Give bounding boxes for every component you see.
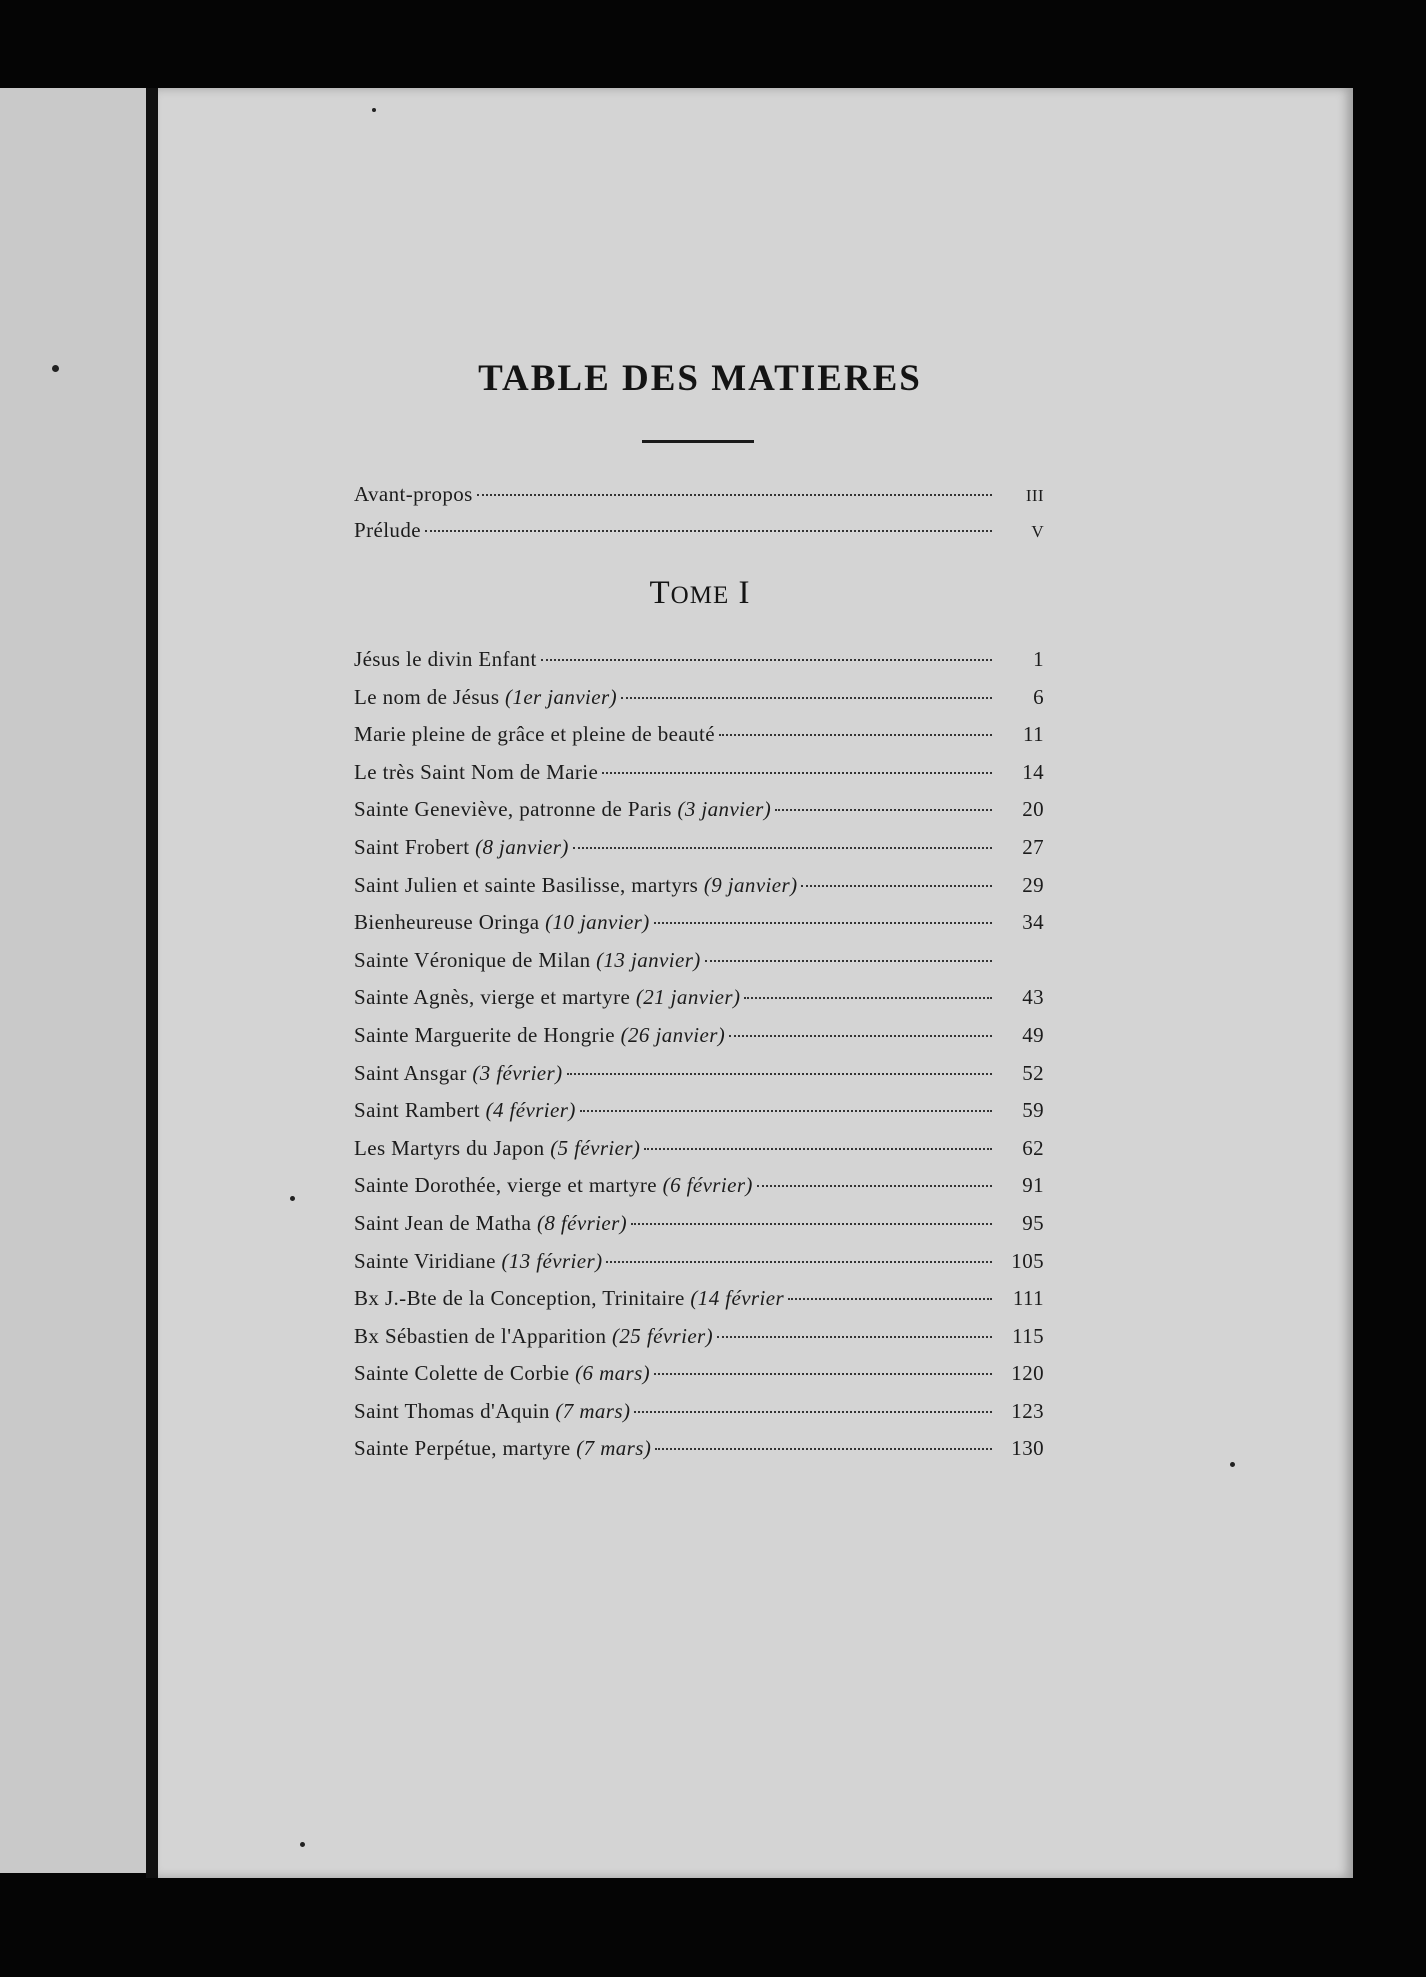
- entry-label: [354, 760, 598, 785]
- entry-page-number: 11: [1022, 722, 1044, 747]
- speck: [372, 108, 376, 112]
- toc-entry: [354, 985, 1044, 1023]
- entry-page-number: 105: [1011, 1248, 1044, 1273]
- entry-feast-date: (7 mars): [555, 1398, 631, 1423]
- dot-leader: [775, 809, 992, 811]
- toc-entry: [354, 1023, 1044, 1061]
- tome-heading-number: I: [738, 575, 751, 611]
- tome-heading-rest: OME: [670, 582, 730, 609]
- entry-page-number: 52: [1022, 1060, 1044, 1085]
- entry-feast-date: (10 janvier): [545, 910, 650, 935]
- dot-leader: [705, 960, 992, 962]
- dot-leader: [788, 1298, 992, 1300]
- entry-page-number: 111: [1012, 1286, 1044, 1311]
- tome-heading: [560, 575, 840, 612]
- dot-leader: [425, 530, 992, 532]
- toc-entry-prelude: [354, 518, 1044, 554]
- toc-entry-avant-propos: [354, 482, 1044, 518]
- entry-page-number: 6: [1033, 684, 1044, 709]
- dot-leader: [719, 734, 992, 736]
- dot-leader: [606, 1261, 992, 1263]
- entry-feast-date: (8 janvier): [475, 834, 569, 859]
- toc-entry: [354, 948, 1044, 986]
- entry-title: Sainte Véronique de Milan: [354, 947, 597, 972]
- entry-title: Jésus le divin Enfant: [354, 647, 537, 671]
- toc-entry: [354, 760, 1044, 798]
- entry-label: [354, 1436, 651, 1461]
- toc-entry: [354, 1249, 1044, 1287]
- dot-leader: [801, 885, 992, 887]
- entry-page-number: 91: [1022, 1173, 1044, 1198]
- entry-label: [354, 1098, 576, 1123]
- dot-leader: [631, 1223, 992, 1225]
- toc-entry: [354, 1211, 1044, 1249]
- toc-entry: [354, 1399, 1044, 1437]
- dot-leader: [717, 1336, 992, 1338]
- entry-page-number: 1: [1033, 647, 1044, 671]
- entry-page-number: III: [1025, 486, 1044, 505]
- entry-label: [354, 1023, 725, 1048]
- entry-label: [354, 1211, 627, 1236]
- entry-title: Saint Thomas d'Aquin: [354, 1398, 556, 1423]
- entry-feast-date: (25 février): [612, 1323, 714, 1348]
- entry-label: [354, 1399, 630, 1424]
- entry-feast-date: (3 janvier): [677, 797, 772, 822]
- toc-entry: [354, 1061, 1044, 1099]
- entry-feast-date: (7 mars): [576, 1436, 652, 1461]
- entry-page-number: 34: [1022, 910, 1044, 935]
- dot-leader: [654, 1373, 992, 1375]
- dot-leader: [602, 772, 992, 774]
- entry-label: [354, 685, 617, 710]
- entry-title: Marie pleine de grâce et pleine de beauté: [354, 722, 715, 747]
- entry-label: [354, 835, 569, 860]
- entry-label: [354, 1324, 713, 1349]
- entry-title: Saint Jean de Matha: [354, 1210, 537, 1235]
- entry-page-number: V: [1031, 522, 1044, 541]
- entry-label: [354, 910, 650, 935]
- entry-feast-date: (1er janvier): [505, 684, 617, 709]
- toc-entry: [354, 1324, 1044, 1362]
- toc-entry: [354, 1136, 1044, 1174]
- entry-label: [354, 985, 740, 1010]
- entry-feast-date: (13 février): [501, 1248, 603, 1273]
- entry-title: Sainte Perpétue, martyre: [354, 1436, 577, 1461]
- entry-title: Sainte Colette de Corbie: [354, 1361, 576, 1386]
- entry-feast-date: (9 janvier): [703, 872, 798, 897]
- entry-page-number: 49: [1022, 1022, 1044, 1047]
- facing-page-edge: [0, 88, 148, 1873]
- speck: [1230, 1462, 1235, 1467]
- entry-title: Sainte Marguerite de Hongrie: [354, 1022, 621, 1047]
- entry-title: Le nom de Jésus: [354, 684, 506, 709]
- entry-page-number: 43: [1022, 985, 1044, 1010]
- entry-label: [354, 1286, 784, 1311]
- entry-label: [354, 1061, 563, 1086]
- entry-title: Sainte Agnès, vierge et martyre: [354, 985, 636, 1010]
- entry-page-number: 115: [1012, 1323, 1044, 1348]
- entry-title: Sainte Viridiane: [354, 1248, 502, 1273]
- book-spine: [146, 88, 158, 1878]
- entry-feast-date: (4 février): [485, 1098, 576, 1123]
- entry-page-number: 130: [1011, 1436, 1044, 1461]
- entry-page-number: 29: [1022, 872, 1044, 897]
- entry-page-number: 120: [1011, 1361, 1044, 1386]
- entry-title: Saint Rambert: [354, 1098, 486, 1123]
- dot-leader: [655, 1448, 992, 1450]
- speck: [300, 1842, 305, 1847]
- speck: [52, 365, 59, 372]
- entry-page-number: 14: [1022, 759, 1044, 784]
- entry-feast-date: (8 février): [536, 1210, 628, 1235]
- toc-entry: [354, 722, 1044, 760]
- dot-leader: [477, 494, 992, 496]
- entry-title: Bienheureuse Oringa: [354, 910, 546, 935]
- entry-title: Bx J.-Bte de la Conception, Trinitaire: [354, 1286, 691, 1311]
- dot-leader: [757, 1185, 992, 1187]
- toc-entry: [354, 647, 1044, 685]
- entry-label: [354, 1173, 753, 1198]
- entry-label: [354, 873, 797, 898]
- entry-feast-date: (14 février: [690, 1286, 785, 1311]
- entry-feast-date: (26 janvier): [620, 1022, 726, 1047]
- dot-leader: [567, 1073, 993, 1075]
- entry-label: [354, 722, 715, 747]
- dot-leader: [621, 697, 992, 699]
- entry-feast-date: (6 mars): [575, 1361, 651, 1386]
- entry-label: [354, 1361, 650, 1386]
- toc-entry: [354, 835, 1044, 873]
- entry-label: [354, 797, 771, 822]
- entry-title: Le très Saint Nom de Marie: [354, 759, 599, 784]
- entry-label: [354, 948, 701, 973]
- entry-title: Saint Ansgar: [354, 1060, 473, 1085]
- toc-entry: [354, 1286, 1044, 1324]
- entry-page-number: 123: [1011, 1398, 1044, 1423]
- entry-label: [354, 1136, 640, 1161]
- toc-entry: [354, 910, 1044, 948]
- speck: [290, 1196, 295, 1201]
- entry-title: Sainte Geneviève, patronne de Paris: [354, 797, 678, 822]
- entry-label: Avant-propos: [354, 482, 473, 506]
- dot-leader: [729, 1035, 992, 1037]
- entry-feast-date: (13 janvier): [596, 947, 701, 972]
- toc-entry: [354, 1173, 1044, 1211]
- entry-feast-date: (6 février): [662, 1173, 753, 1198]
- toc-entry: [354, 873, 1044, 911]
- entry-page-number: 27: [1022, 834, 1044, 859]
- entry-page-number: 59: [1022, 1098, 1044, 1123]
- front-matter-list: [354, 482, 1044, 554]
- toc-entry: [354, 1098, 1044, 1136]
- page-title: TABLE DES MATIERES: [478, 358, 922, 399]
- dot-leader: [634, 1411, 992, 1413]
- toc-entry: [354, 797, 1044, 835]
- entry-title: Saint Frobert: [354, 834, 476, 859]
- entry-title: Saint Julien et sainte Basilisse, martyrs: [354, 872, 704, 897]
- toc-entry: [354, 685, 1044, 723]
- dot-leader: [654, 922, 992, 924]
- tome-heading-initial: T: [649, 575, 671, 611]
- dot-leader: [644, 1148, 992, 1150]
- toc-entry: [354, 1436, 1044, 1474]
- entry-page-number: 95: [1022, 1210, 1044, 1235]
- title-rule: [642, 440, 754, 443]
- entry-page-number: 62: [1022, 1135, 1044, 1160]
- dot-leader: [580, 1110, 992, 1112]
- entry-feast-date: (21 janvier): [635, 985, 741, 1010]
- entry-title: Les Martyrs du Japon: [354, 1135, 551, 1160]
- entry-title: Sainte Dorothée, vierge et martyre: [354, 1173, 663, 1198]
- entry-label: [354, 647, 537, 672]
- entry-title: Bx Sébastien de l'Apparition: [354, 1323, 613, 1348]
- toc-list: [354, 647, 1044, 1474]
- entry-feast-date: (5 février): [550, 1135, 641, 1160]
- entry-label: [354, 1249, 602, 1274]
- entry-page-number: 20: [1022, 797, 1044, 822]
- dot-leader: [744, 997, 992, 999]
- entry-feast-date: (3 février): [472, 1060, 563, 1085]
- dot-leader: [573, 847, 992, 849]
- dot-leader: [541, 659, 992, 661]
- toc-entry: [354, 1361, 1044, 1399]
- entry-label: Prélude: [354, 518, 421, 542]
